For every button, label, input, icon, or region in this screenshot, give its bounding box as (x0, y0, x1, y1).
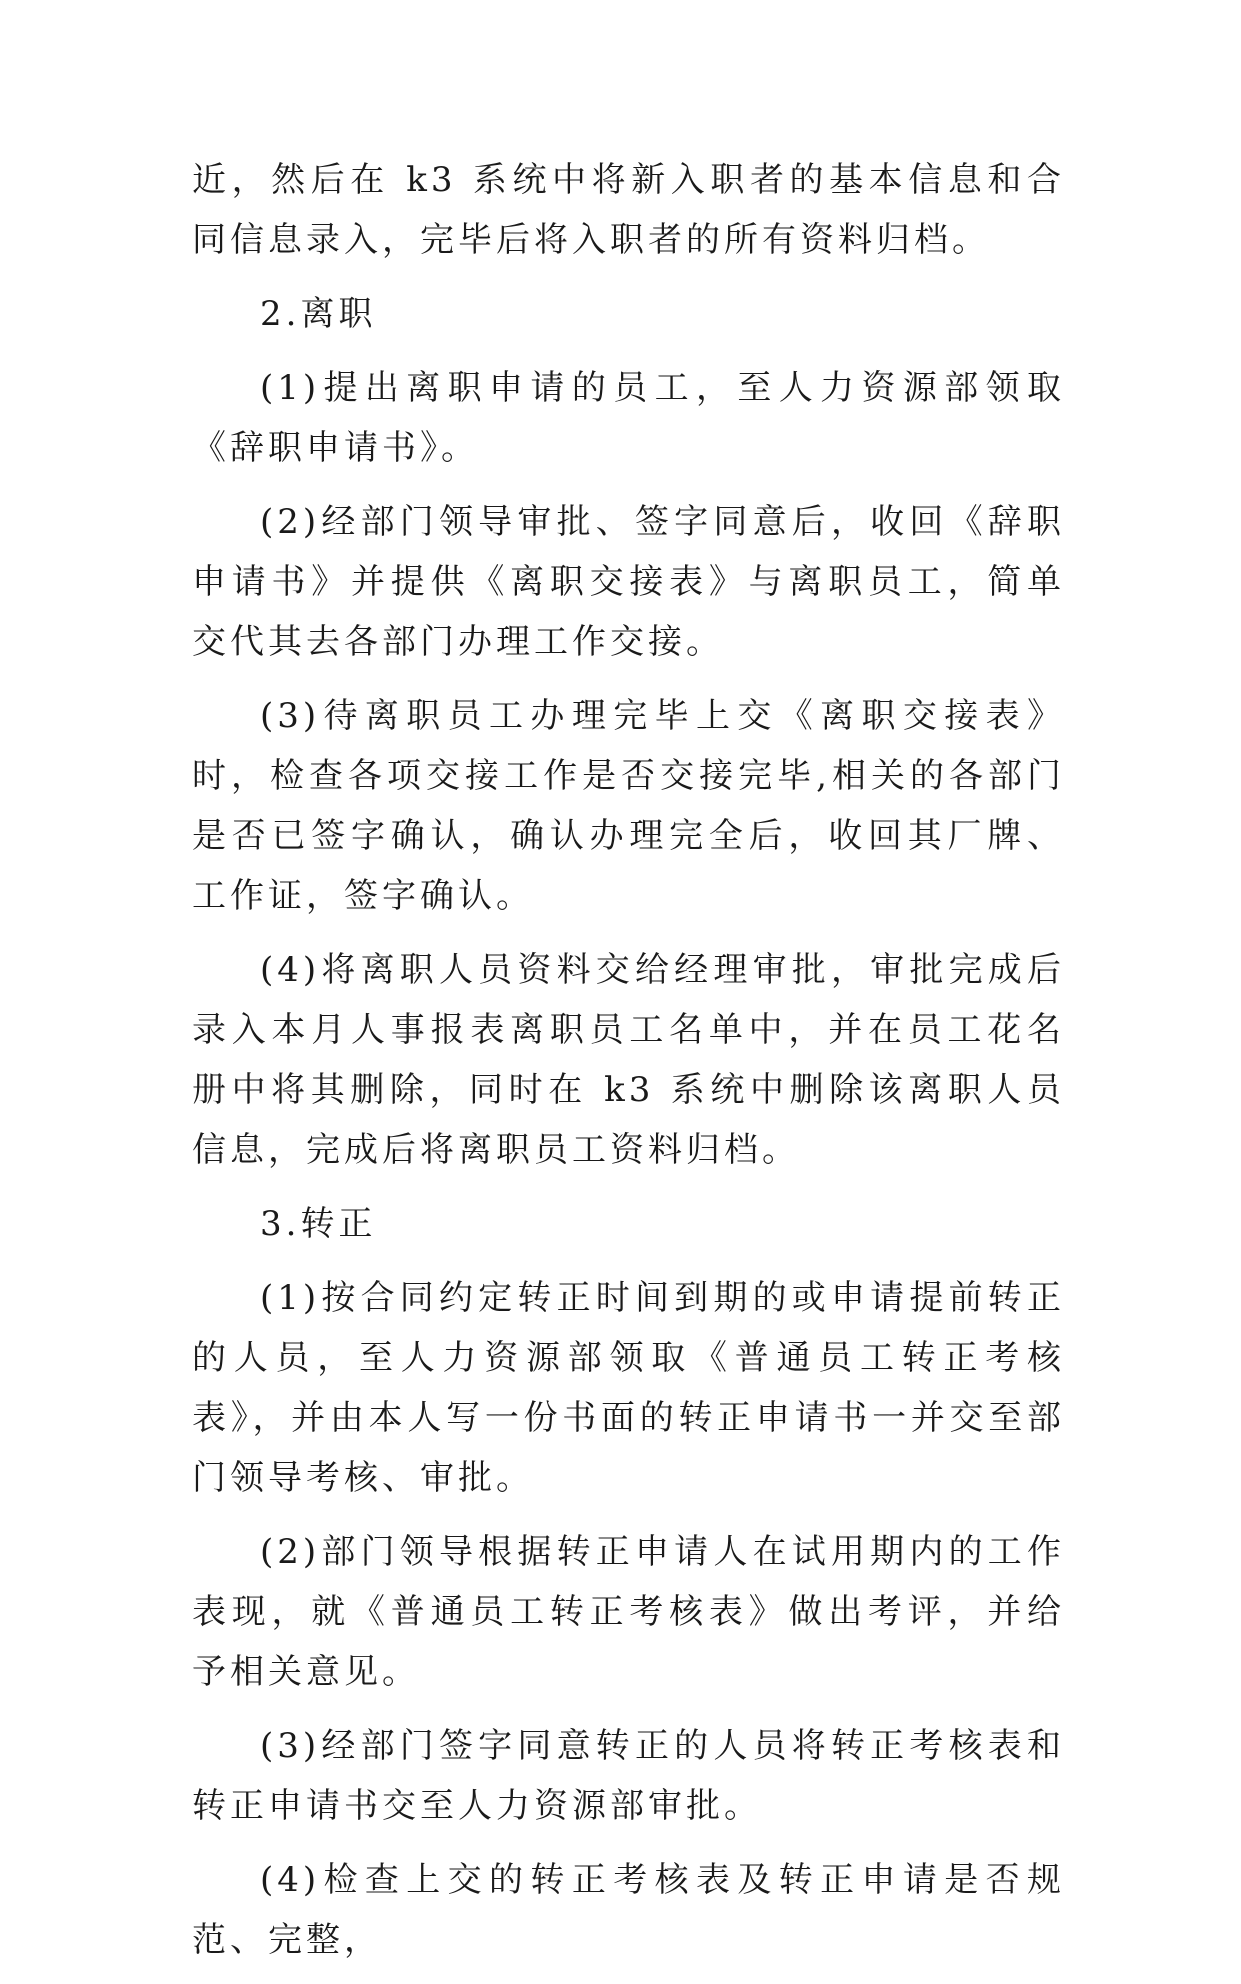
paragraph-onboarding-continuation: 近，然后在 k3 系统中将新入职者的基本信息和合同信息录入，完毕后将入职者的所有资料归档。 (192, 160, 1065, 260)
paragraph-regularization-step-1: (1)按合同约定转正时间到期的或申请提前转正的人员，至人力资源部领取《普通员工转正考核表》，并由本人写一份书面的转正申请书一并交至部门领导考核、审批。 (192, 1278, 1065, 1498)
paragraph-resignation-step-1: (1)提出离职申请的员工，至人力资源部领取《辞职申请书》。 (192, 368, 1065, 468)
paragraph-regularization-step-3: (3)经部门签字同意转正的人员将转正考核表和转正申请书交至人力资源部审批。 (192, 1726, 1065, 1826)
section-heading-regularization: 3.转正 (260, 1204, 377, 1244)
paragraph-regularization-step-2: (2)部门领导根据转正申请人在试用期内的工作表现，就《普通员工转正考核表》做出考评，并给予相关意见。 (192, 1532, 1065, 1692)
section-heading-resignation: 2.离职 (260, 294, 377, 334)
document-body (192, 150, 1065, 1984)
paragraph-resignation-step-2: (2)经部门领导审批、签字同意后，收回《辞职申请书》并提供《离职交接表》与离职员工，简单交代其去各部门办理工作交接。 (192, 502, 1065, 662)
paragraph-regularization-step-4: (4)检查上交的转正考核表及转正申请是否规范、完整， (192, 1860, 1065, 1960)
paragraph-resignation-step-3: (3)待离职员工办理完毕上交《离职交接表》时，检查各项交接工作是否交接完毕,相关的各部门是否已签字确认，确认办理完全后，收回其厂牌、工作证，签字确认。 (192, 696, 1065, 916)
paragraph-resignation-step-4: (4)将离职人员资料交给经理审批，审批完成后录入本月人事报表离职员工名单中，并在员工花名册中将其删除，同时在 k3 系统中删除该离职人员信息，完成后将离职员工资料归档。 (192, 950, 1065, 1170)
